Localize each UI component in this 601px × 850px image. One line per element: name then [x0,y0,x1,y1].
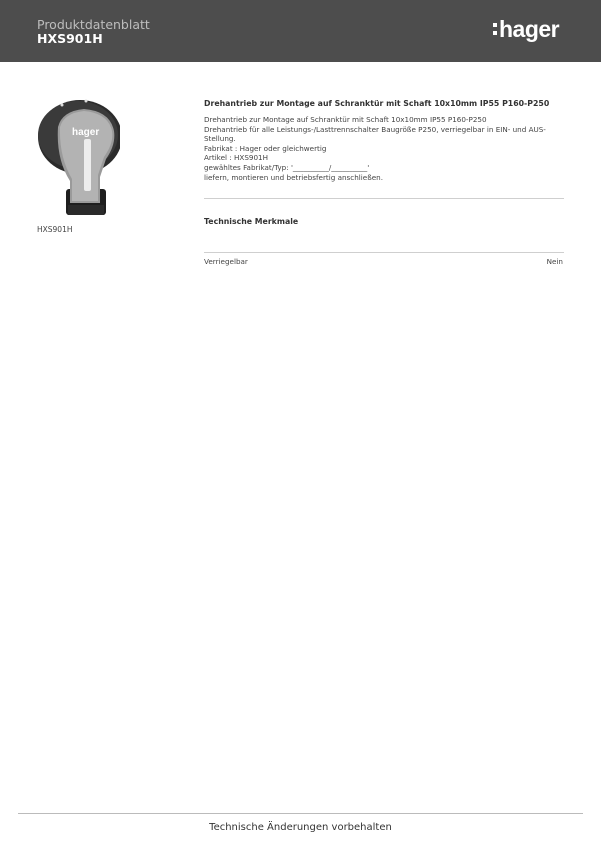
product-title: Drehantrieb zur Montage auf Schranktür mit Schaft 10x10mm IP55 P160-P250 [204,99,550,108]
hager-logo [493,18,559,41]
footer-note: Technische Änderungen vorbehalten [209,822,392,833]
logo-colon-icon [493,20,499,39]
description-line: Drehantrieb für alle Leistungs-/Lasttrennschalter Baugröße P250, verriegelbar in EIN- und AUS- [204,124,546,134]
product-image [34,97,120,219]
product-caption: HXS901H [37,225,73,234]
description-line: Fabrikat : Hager oder gleichwertig [204,143,327,153]
description-line: Artikel : HXS901H [204,153,269,163]
handle-logo-text: hager [72,127,100,138]
divider [204,198,564,199]
description-line: Stellung. [204,134,236,144]
divider [204,252,564,253]
rotary-handle-icon [34,97,120,219]
product-description [204,99,564,182]
product-id-title: HXS901H [37,31,103,46]
technical-section-title: Technische Merkmale [204,217,299,226]
document-type: Produktdatenblatt [37,17,150,32]
logo-text: hager [499,16,560,42]
property-value: Nein [546,257,563,266]
description-line: gewähltes Fabrikat/Typ: '__________/__________' [204,162,370,172]
footer-divider [18,813,583,814]
description-line: liefern, montieren und betriebsfertig anschließen. [204,172,383,182]
page-header [0,0,601,62]
description-line: Drehantrieb zur Montage auf Schranktür mit Schaft 10x10mm IP55 P160-P250 [204,115,487,124]
property-name: Verriegelbar [204,257,248,266]
